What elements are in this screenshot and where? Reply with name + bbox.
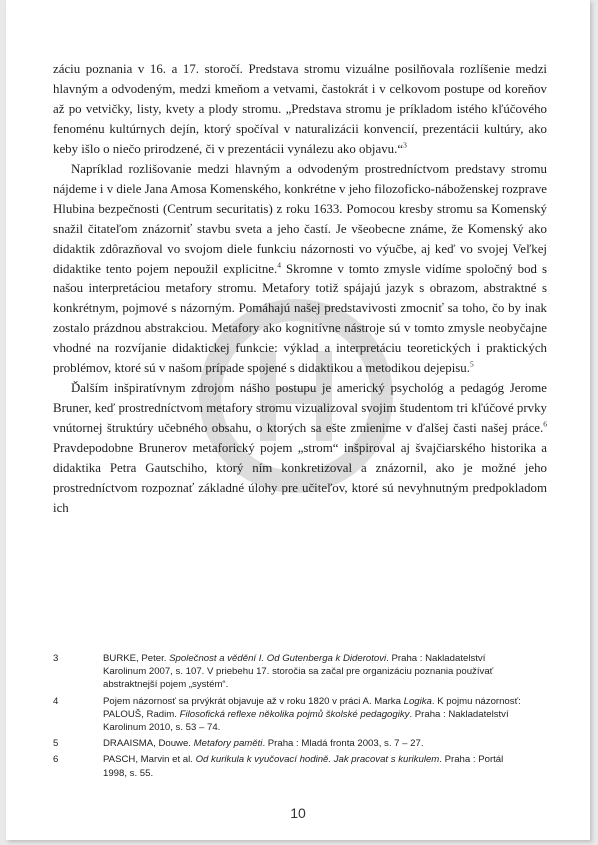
paragraph-3: Ďalším inšpiratívnym zdrojom nášho postupu je americký psychológ a pedagóg Jerome Bruner, keď prostredníctvom metafory stromu vizualizoval svojim študentom tri kľúčové prvky vnútornej štruktúry učebného obsahu, o ktorých sa ešte zmienime v ďalšej časti našej práce.$^6$ Pravdepodobne Brunerov metaforický pojem „strom“ inšpiroval aj švajčiarského historika a didaktika Petra Gautschiho, ktorý ním konkretizoval a znázornil, ako je možné jeho prostredníctvom rozpoznať základné úlohy pre učiteľov, ktoré sú nevyhnutným predpokladom ich <box>53 381 547 515</box>
footnote-number: 3 <box>53 653 59 664</box>
footnote-text: DRAAISMA, Douwe. Metafory paměti. Praha : Mladá fronta 2003, s. 7 – 27. <box>103 738 424 750</box>
book-page <box>6 0 590 840</box>
footnote-ref-5[interactable]: 5 <box>469 360 474 369</box>
page-number: 10 <box>290 805 306 821</box>
footnote-number: 6 <box>53 754 59 766</box>
main-text <box>53 60 547 519</box>
footnote-number: 5 <box>53 738 59 750</box>
footnote-ref-4[interactable]: 4 <box>277 260 281 270</box>
footnote-6 <box>53 753 523 779</box>
footnote-4 <box>53 695 523 735</box>
footnote-ref-3[interactable]: 3 <box>403 140 407 150</box>
footnote-ref-6[interactable]: 6 <box>543 419 547 429</box>
footnote-text: Pojem názornosť sa prvýkrát objavuje až v roku 1820 v práci A. Marka Logika. K pojmu názornosť: PALOUŠ, Radim. Filosofická reflexe několika pojmů školské pedagogiky. Praha : Nakladatelství Karolinum 2010, s. 53 – 74. <box>103 695 521 734</box>
footnote-text: PASCH, Marvin et al. Od kurikula k vyučovací hodině. Jak pracovat s kurikulem. Praha : Portál 1998, s. 55. <box>103 754 504 779</box>
footnote-5 <box>53 737 523 750</box>
paragraph-2: Napríklad rozlišovanie medzi hlavným a odvodeným prostredníctvom predstavy stromu nájdeme i v diele Jana Amosa Komenského, konkrétne v jeho filozoficko-náboženskej rozprave Hlubina bezpečnosti (Centrum securitatis) z roku 1633. Pomocou kresby stromu sa Komenský snažil čitateľom znázorniť stavbu sveta a jeho častí. Je všeobecne známe, že Komenský ako didaktik zdôrazňoval vo svojom diele funkciu názornosti vo výučbe, aj keď vo svojej Veľkej didaktike tento pojem nepoužil explicitne.$^4$ Skromne v tomto zmysle vidíme spoločný bod s našou interpretáciou metafory stromu. Metafory totiž spájajú jazyk s obrazom, abstraktné s konkrétnym, pojmové s názorným. Pomáhajú našej predstavivosti zmocniť sa toho, čo by inak zostalo prázdnou abstrakciou. Metafory ako kognitívne nástroje sú v tomto zmysle neobyčajne vhodné na rozvíjanie didaktickej funkcie: výklad a interpretáciu teoretických i praktických problémov, ktoré sú v našom prípade spojené s didaktikou a metodikou dejepisu.$^5$ <box>53 161 547 376</box>
footnotes <box>53 652 523 783</box>
paragraph-1: záciu poznania v 16. a 17. storočí. Predstava stromu vizuálne posilňovala rozlíšenie medzi hlavným a odvodeným, medzi kmeňom a vetvami, častokrát i v celkovom postupe od koreňov až po vetvičky, listy, kvety a plody stromu. „Predstava stromu je príkladom istého kľúčového fenoménu kultúrnych dejín, ktorý spočíval v naturalizácii konvencií, prezentácii kultúry, ako keby išlo o niečo prirodzené, či v prezentácii vynálezu ako objavu.“$^3$ <box>53 62 547 156</box>
footnote-text: BURKE, Peter. Společnost a vědění I. Od Gutenberga k Diderotovi. Praha : Nakladatelství Karolinum 2007, s. 107. V priebehu 17. storočia sa začal pre organizáciu poznania používať abstraktnejší pojem „systém“. <box>103 653 494 691</box>
footnote-number: 4 <box>53 695 59 707</box>
footnote-3 <box>53 652 523 692</box>
